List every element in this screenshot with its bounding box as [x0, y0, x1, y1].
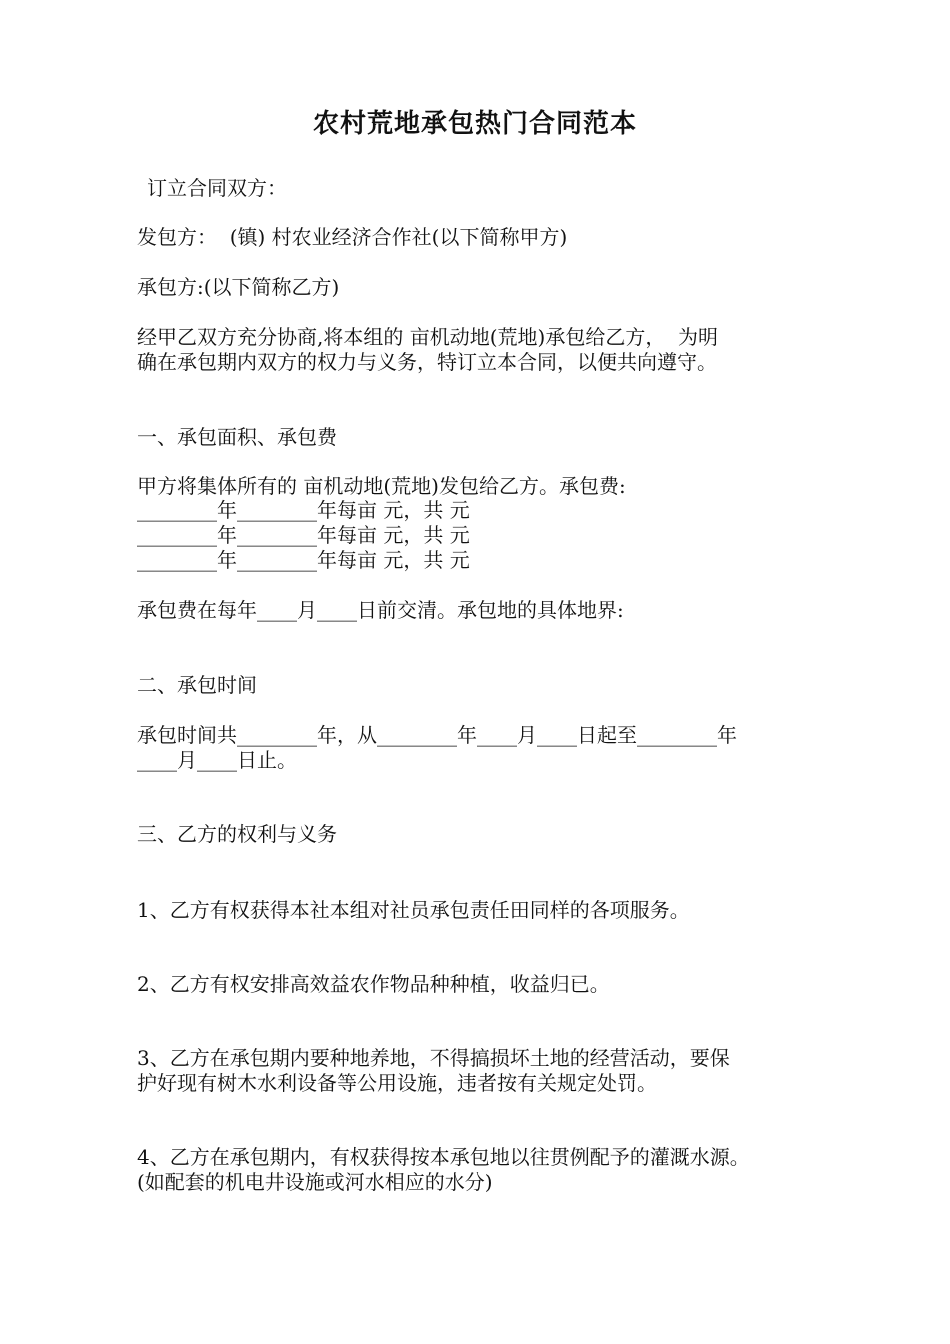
- document-title: 农村荒地承包热门合同范本: [312, 109, 637, 139]
- preamble-line-1: 经甲乙双方充分协商,将本组的 亩机动地(荒地)承包给乙方， 为明: [137, 325, 719, 349]
- clause-4-line-1: 4、乙方在承包期内，有权获得按本承包地以往贯例配予的灌溉水源。: [137, 1145, 750, 1169]
- contract-parties-heading: 订立合同双方：: [147, 176, 287, 200]
- term-line-1: 承包时间共________年，从________年____月____日起至________年: [137, 723, 737, 747]
- issuer-line: 发包方： (镇) 村农业经济合作社(以下简称甲方): [137, 225, 568, 249]
- fee-row-2: ________年________年每亩 元，共 元: [137, 523, 470, 547]
- section-1-text: 甲方将集体所有的 亩机动地(荒地)发包给乙方。承包费:: [137, 474, 626, 498]
- fee-row-1: ________年________年每亩 元，共 元: [137, 498, 470, 522]
- contractor-line: 承包方:(以下简称乙方): [137, 275, 340, 299]
- clause-4-line-2: (如配套的机电井设施或河水相应的水分): [137, 1170, 493, 1194]
- clause-2: 2、乙方有权安排高效益农作物品种种植，收益归已。: [137, 972, 610, 996]
- section-2-heading: 二、承包时间: [137, 673, 257, 697]
- fee-deadline-line: 承包费在每年____月____日前交清。承包地的具体地界:: [137, 598, 624, 622]
- clause-1: 1、乙方有权获得本社本组对社员承包责任田同样的各项服务。: [137, 898, 690, 922]
- term-line-2: ____月____日止。: [137, 748, 297, 772]
- fee-row-3: ________年________年每亩 元，共 元: [137, 548, 470, 572]
- preamble-line-2: 确在承包期内双方的权力与义务，特订立本合同，以便共向遵守。: [137, 350, 717, 374]
- clause-3-line-2: 护好现有树木水利设备等公用设施，违者按有关规定处罚。: [137, 1071, 657, 1095]
- section-3-heading: 三、乙方的权利与义务: [137, 822, 337, 846]
- clause-3-line-1: 3、乙方在承包期内要种地养地，不得搞损坏土地的经营活动，要保: [137, 1046, 730, 1070]
- section-1-heading: 一、承包面积、承包费: [137, 425, 337, 449]
